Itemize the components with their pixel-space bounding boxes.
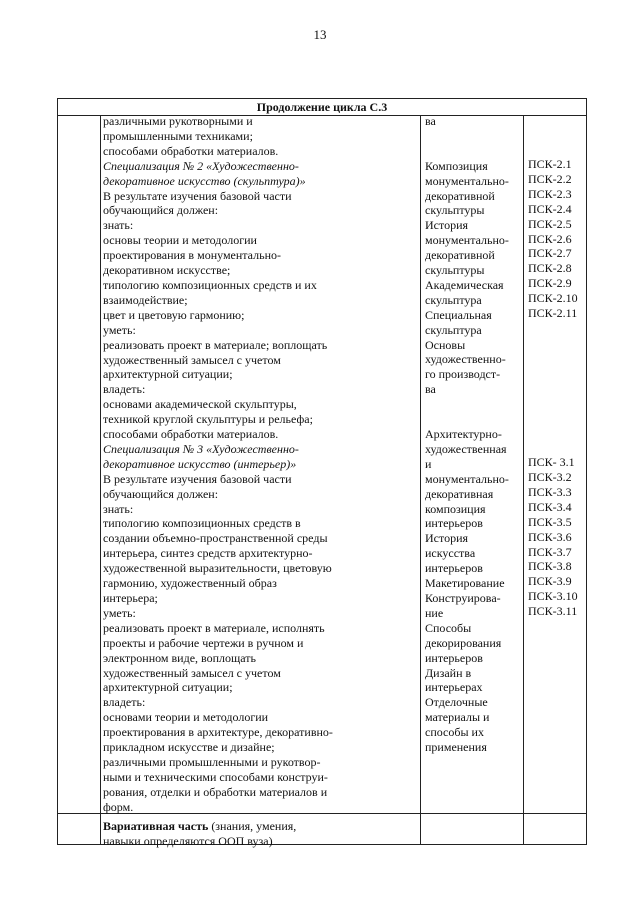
table-line: обучающийся должен: (103, 203, 219, 218)
discipline-line: История (425, 531, 469, 546)
table-line: различными рукотворными и (103, 114, 253, 128)
competency-code: ПСК- 3.1 (528, 455, 575, 470)
table-line: гармонию, художественный образ (103, 576, 277, 591)
table-line: типологию композиционных средств и их (103, 277, 317, 292)
disciplines-column (425, 114, 525, 755)
discipline-line: Конструирова- (425, 590, 501, 605)
specialization-heading: декоративное искусство (интерьер)» (103, 456, 297, 471)
variative-part-heading: Вариативная часть (103, 818, 209, 833)
discipline-line: монументально- (425, 471, 509, 486)
table-line: рования, отделки и обработки материалов и (103, 784, 328, 799)
discipline-line: Дизайн в (425, 665, 472, 680)
table-line: цвет и цветовую гармонию; (103, 307, 245, 322)
table-line: уметь: (103, 322, 136, 337)
table-line: художественный замысел с учетом (103, 352, 281, 367)
discipline-line: композиция (425, 501, 486, 516)
discipline-line: художественная (425, 441, 507, 456)
table-line: техникой круглой скульптуры и рельефа; (103, 412, 313, 427)
competency-code: ПСК-3.3 (528, 484, 572, 499)
discipline-line: го производст- (425, 367, 501, 382)
discipline-line: Основы (425, 337, 466, 352)
table-title: Продолжение цикла С.3 (58, 99, 586, 116)
discipline-line: Архитектурно- (425, 427, 502, 441)
table-line: реализовать проект в материале; воплощать (103, 337, 328, 352)
table-line: навыки определяются ООП вуза) (103, 833, 273, 848)
table-line: взаимодействие; (103, 292, 188, 307)
competency-code: ПСК-2.10 (528, 291, 578, 306)
discipline-line: искусства (425, 546, 476, 561)
competency-code: ПСК-2.6 (528, 231, 572, 246)
discipline-line: декоративная (425, 486, 494, 501)
discipline-line: История (425, 218, 469, 233)
table-line: типологию композиционных средств в (103, 516, 301, 531)
discipline-line: применения (425, 740, 487, 755)
table-line: знать: (103, 218, 134, 233)
requirements-column (103, 114, 368, 848)
table-line: основами академической скульптуры, (103, 397, 297, 412)
discipline-line: способы их (425, 725, 484, 740)
discipline-line: интерьеров (425, 650, 483, 665)
competency-table (57, 98, 587, 848)
table-line: создании объемно-пространственной среды (103, 531, 328, 546)
table-line: В результате изучения базовой части (103, 471, 292, 486)
discipline-line: ва (425, 114, 436, 128)
specialization-heading: декоративное искусство (скульптура)» (103, 173, 306, 188)
table-line: способами обработки материалов. (103, 427, 279, 442)
discipline-line: Макетирование (425, 576, 505, 591)
table-line: архитектурной ситуации; (103, 367, 233, 382)
table-line: основами теории и методологии (103, 710, 269, 725)
table-line: интерьера; (103, 591, 158, 605)
discipline-line: монументально- (425, 173, 509, 188)
table-line: интерьера, синтез средств архитектурно- (103, 546, 313, 561)
table-line: проектирования в архитектуре, декоративно- (103, 725, 333, 740)
competency-code: ПСК-2.5 (528, 216, 572, 231)
competency-code: ПСК-2.1 (528, 157, 572, 171)
variative-part (103, 819, 368, 834)
table-line: художественной выразительности, цветовую (103, 561, 332, 576)
table-line: уметь: (103, 605, 136, 620)
table-line: знать: (103, 501, 134, 516)
competency-code: ПСК-3.9 (528, 574, 572, 589)
competency-codes-column (528, 157, 588, 619)
table-line: архитектурной ситуации; (103, 680, 233, 695)
competency-code: ПСК-3.4 (528, 499, 572, 514)
table-line: электронном виде, воплощать (103, 650, 257, 665)
discipline-line: Академическая (425, 277, 504, 292)
discipline-line: художественно- (425, 352, 506, 367)
specialization-heading: Специализация № 3 «Художественно- (103, 441, 299, 456)
table-line: декоративном искусстве; (103, 263, 231, 278)
discipline-line: Отделочные (425, 695, 488, 710)
competency-code: ПСК-3.6 (528, 529, 572, 544)
table-line: ными и техническими способами конструи- (103, 769, 328, 784)
competency-code: ПСК-2.8 (528, 261, 572, 276)
table-line: проекты и рабочие чертежи в ручном и (103, 635, 304, 650)
discipline-line: скульптуры (425, 203, 485, 218)
variative-part-text: (знания, умения, (208, 818, 297, 833)
discipline-line: ва (425, 382, 436, 397)
column-divider (420, 115, 421, 844)
specialization-heading: Специализация № 2 «Художественно- (103, 158, 299, 173)
discipline-line: интерьерах (425, 680, 483, 695)
competency-code: ПСК-3.10 (528, 589, 578, 604)
competency-code: ПСК-2.7 (528, 246, 572, 261)
competency-code: ПСК-2.4 (528, 201, 572, 216)
table-line: проектирования в монументально- (103, 248, 281, 263)
competency-code: ПСК-2.3 (528, 186, 572, 201)
table-line: обучающийся должен: (103, 486, 219, 501)
table-line: художественный замысел с учетом (103, 665, 281, 680)
discipline-line: материалы и (425, 710, 490, 725)
discipline-line: ние (425, 605, 444, 620)
competency-code: ПСК-3.7 (528, 544, 572, 559)
competency-code: ПСК-3.8 (528, 559, 572, 574)
table-line: способами обработки материалов. (103, 143, 279, 158)
table-line: основы теории и методологии (103, 233, 257, 248)
competency-code: ПСК-2.9 (528, 276, 572, 291)
table-line: прикладном искусстве и дизайне; (103, 740, 275, 755)
table-line: форм. (103, 799, 134, 814)
competency-code: ПСК-2.2 (528, 171, 572, 186)
competency-code: ПСК-3.5 (528, 514, 572, 529)
table-line: владеть: (103, 695, 146, 710)
discipline-line: скульптура (425, 292, 482, 307)
discipline-line: и (425, 456, 432, 471)
discipline-line: декоративной (425, 188, 495, 203)
discipline-line: скульптура (425, 322, 482, 337)
discipline-line: скульптуры (425, 263, 485, 278)
competency-code: ПСК-3.2 (528, 469, 572, 484)
discipline-line: Специальная (425, 307, 492, 322)
competency-code: ПСК-3.11 (528, 604, 578, 619)
discipline-line: декорирования (425, 635, 502, 650)
table-line: промышленными техниками; (103, 128, 253, 143)
discipline-line: Способы (425, 620, 472, 635)
discipline-line: интерьеров (425, 516, 483, 531)
competency-code: ПСК-2.11 (528, 306, 578, 321)
table-line: реализовать проект в материале, исполнять (103, 620, 325, 635)
table-line: В результате изучения базовой части (103, 188, 292, 203)
discipline-line: монументально- (425, 233, 509, 248)
discipline-line: интерьеров (425, 561, 483, 576)
page-number: 13 (313, 27, 327, 42)
column-divider (100, 115, 101, 844)
table-line: владеть: (103, 382, 146, 397)
discipline-line: Композиция (425, 158, 488, 173)
table-line: различными промышленными и рукотвор- (103, 754, 321, 769)
discipline-line: декоративной (425, 248, 495, 263)
